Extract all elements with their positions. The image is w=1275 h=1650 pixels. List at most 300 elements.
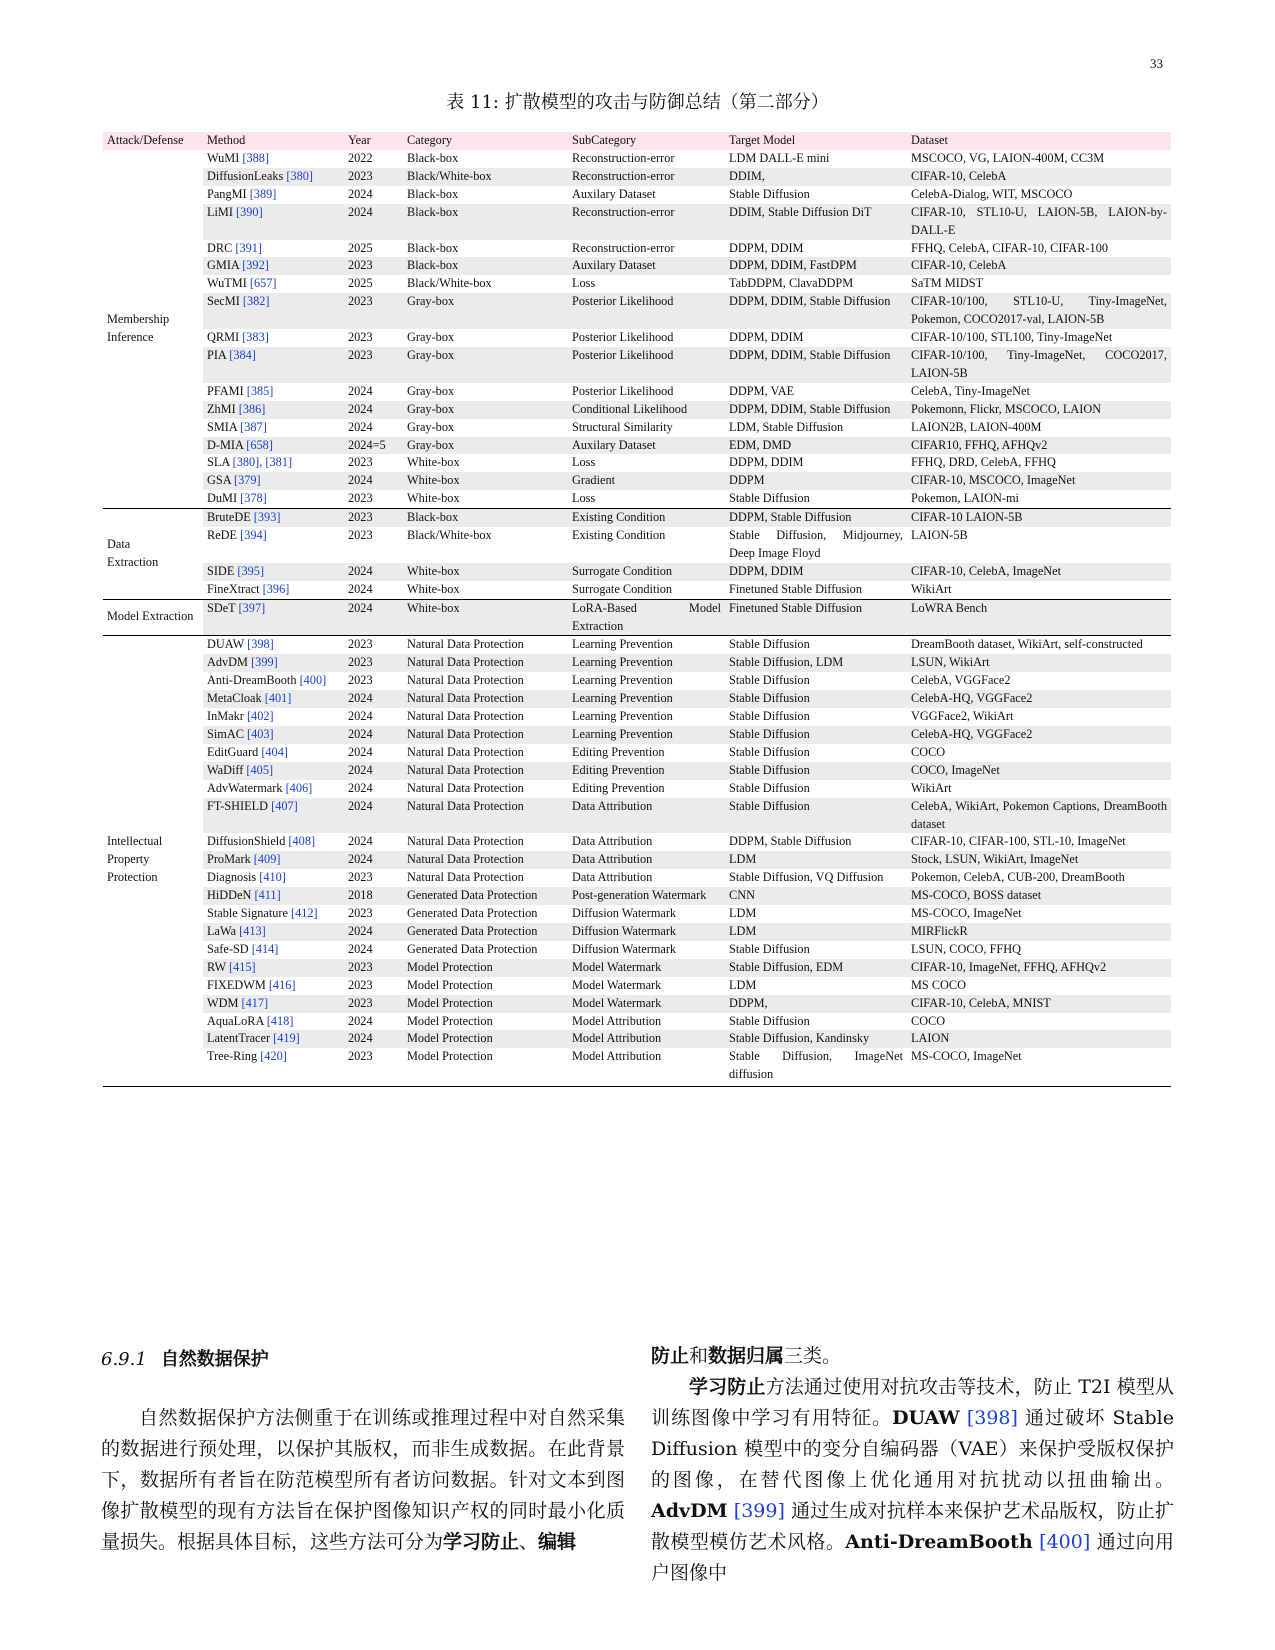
subcategory-cell: Existing Condition: [568, 509, 725, 527]
subcategory-cell: Reconstruction-error: [568, 168, 725, 186]
year-cell: 2024: [348, 744, 373, 759]
citation-ref: [414]: [251, 941, 279, 956]
text-run: 和: [689, 1345, 709, 1367]
citation-ref: [386]: [238, 401, 266, 416]
category-cell: Black-box: [403, 509, 568, 527]
category-cell: White-box: [403, 472, 568, 490]
year-cell: 2023: [348, 906, 373, 921]
category-cell: Natural Data Protection: [403, 798, 568, 834]
table-row: [103, 977, 1171, 995]
category-cell: Natural Data Protection: [407, 744, 524, 759]
dataset-cell: COCO: [911, 1013, 946, 1028]
category-cell: Gray-box: [407, 419, 455, 434]
dataset-cell: MIRFlickR: [907, 923, 1171, 941]
category-cell: Gray-box: [403, 347, 568, 383]
target-model-cell: DDPM, DDIM: [729, 330, 804, 345]
category-cell: Generated Data Protection: [407, 906, 538, 921]
category-cell: Black-box: [407, 186, 459, 201]
target-model-cell: Stable Diffusion: [729, 491, 810, 506]
dataset-cell: CIFAR-10, CIFAR-100, STL-10, ImageNet: [911, 834, 1126, 849]
year-cell: 2023: [348, 528, 373, 543]
dataset-cell: SaTM MIDST: [911, 276, 984, 291]
target-model-cell: Finetuned Stable Diffusion: [725, 599, 907, 636]
target-model-cell: DDPM, DDIM, Stable Diffusion: [725, 347, 907, 383]
citation-ref: [380], [381]: [232, 455, 293, 470]
text-run: 通过向用户图像中: [651, 1531, 1174, 1584]
table-row: [103, 726, 1171, 744]
year-cell: 2024: [344, 472, 403, 490]
method-cell: [203, 454, 344, 472]
year-cell: 2024: [344, 599, 403, 636]
method-cell: [203, 798, 344, 834]
subcategory-cell: Auxilary Dataset: [572, 186, 656, 201]
subcategory-cell: Model Watermark: [568, 995, 725, 1013]
year-cell: 2024: [344, 726, 403, 744]
year-cell: 2023: [348, 977, 373, 992]
category-cell: Black/White-box: [403, 168, 568, 186]
method-cell: [203, 744, 344, 762]
citation-ref: [395]: [237, 563, 265, 578]
dataset-cell: CIFAR-10, CelebA, MNIST: [907, 995, 1171, 1013]
bold-term: 防止: [651, 1345, 690, 1367]
table-row: [103, 887, 1171, 905]
citation-ref: [399]: [733, 1500, 785, 1522]
target-model-cell: LDM: [729, 906, 757, 921]
citation-ref: [410]: [259, 870, 286, 885]
table-row: [103, 869, 1171, 887]
group-label: Membership Inference: [103, 150, 203, 509]
table-row: [103, 204, 1171, 240]
method-name: LiMI: [207, 204, 237, 219]
text-run: 通过破坏 Stable Diffusion 模型中的变分自编码器（VAE）来保护受版权保护的图像，在替代图像上优化通用对抗扰动以扭曲输出。: [651, 1407, 1174, 1491]
subcategory-cell: Data Attribution: [568, 851, 725, 869]
target-model-cell: DDPM, DDIM, Stable Diffusion: [725, 293, 907, 329]
citation-ref: [400]: [1039, 1531, 1091, 1553]
year-cell: 2024: [348, 941, 373, 956]
method-cell: [203, 780, 344, 798]
category-cell: Gray-box: [407, 330, 455, 345]
method-name: HiDDeN: [207, 888, 255, 903]
method-name: PIA: [207, 347, 230, 362]
year-cell: 2025: [348, 240, 373, 255]
target-model-cell: DDPM, DDIM: [729, 455, 804, 470]
header-dataset: Dataset: [907, 132, 1171, 150]
subcategory-cell: LoRA-Based Model Extraction: [568, 599, 725, 636]
table-row: [103, 563, 1171, 581]
subcategory-cell: Posterior Likelihood: [568, 293, 725, 329]
dataset-cell: LAION: [907, 1030, 1171, 1048]
dataset-cell: WikiArt: [911, 581, 952, 596]
method-cell: [203, 599, 344, 636]
year-cell: 2025: [348, 276, 373, 291]
subcategory-cell: Learning Prevention: [572, 673, 673, 688]
method-name: InMakr: [207, 709, 247, 724]
subcategory-cell: Loss: [572, 491, 596, 506]
subcategory-cell: Learning Prevention: [572, 709, 673, 724]
method-cell: [203, 887, 344, 905]
subcategory-cell: Diffusion Watermark: [572, 906, 677, 921]
method-cell: [203, 833, 344, 851]
subcategory-cell: Reconstruction-error: [572, 240, 675, 255]
target-model-cell: LDM: [729, 977, 757, 992]
year-cell: 2023: [344, 509, 403, 527]
method-cell: [203, 762, 344, 780]
target-model-cell: Stable Diffusion: [729, 709, 810, 724]
year-cell: 2023: [348, 1049, 373, 1064]
target-model-cell: DDPM, DDIM, Stable Diffusion: [725, 401, 907, 419]
dataset-cell: LSUN, COCO, FFHQ: [911, 941, 1022, 956]
target-model-cell: DDPM, Stable Diffusion: [729, 834, 852, 849]
subcategory-cell: Loss: [572, 276, 596, 291]
method-cell: [203, 401, 344, 419]
citation-ref: [418]: [266, 1013, 294, 1028]
table-row: [103, 941, 1171, 959]
header-method: Method: [203, 132, 344, 150]
table-row: [103, 490, 1171, 508]
subcategory-cell: Structural Similarity: [572, 419, 673, 434]
subcategory-cell: Diffusion Watermark: [572, 941, 677, 956]
year-cell: 2023: [344, 959, 403, 977]
citation-ref: [400]: [299, 673, 327, 688]
table-row: [103, 690, 1171, 708]
citation-ref: [383]: [242, 330, 269, 345]
category-cell: White-box: [407, 581, 460, 596]
category-cell: Gray-box: [403, 293, 568, 329]
subcategory-cell: Post-generation Watermark: [568, 887, 725, 905]
dataset-cell: FFHQ, CelebA, CIFAR-10, CIFAR-100: [911, 240, 1108, 255]
category-cell: Model Protection: [403, 1030, 568, 1048]
dataset-cell: CelebA, Tiny-ImageNet: [911, 383, 1030, 398]
dataset-cell: CIFAR-10/100, STL10-U, Tiny-ImageNet, Pokemon, COCO2017-val, LAION-5B: [907, 293, 1171, 329]
method-name: EditGuard: [207, 744, 262, 759]
target-model-cell: Stable Diffusion, LDM: [725, 654, 907, 672]
table-row: [103, 599, 1171, 636]
table-row: [103, 654, 1171, 672]
category-cell: Model Protection: [403, 959, 568, 977]
text-run: 通过生成对抗样本来保护艺术品版权，防止扩散模型模仿艺术风格。: [651, 1500, 1174, 1553]
subcategory-cell: Editing Prevention: [572, 780, 665, 795]
method-name: ReDE: [207, 528, 241, 543]
dataset-cell: COCO, ImageNet: [907, 762, 1171, 780]
dataset-cell: CelebA-Dialog, WIT, MSCOCO: [911, 186, 1073, 201]
method-name: GMIA: [207, 258, 243, 273]
citation-ref: [388]: [242, 151, 270, 165]
year-cell: 2023: [344, 654, 403, 672]
method-cell: [203, 275, 344, 293]
target-model-cell: Stable Diffusion, EDM: [725, 959, 907, 977]
table-row: [103, 437, 1171, 455]
table-row: [103, 798, 1171, 834]
table-row: [103, 708, 1171, 726]
method-name: FT-SHIELD: [207, 798, 272, 813]
group-label: Model Extraction: [103, 599, 203, 636]
method-name: Stable Signature: [207, 906, 292, 921]
dataset-cell: CIFAR-10, CelebA: [907, 257, 1171, 275]
subcategory-cell: Model Attribution: [568, 1030, 725, 1048]
table-header-row: [103, 132, 1171, 150]
category-cell: Gray-box: [407, 383, 455, 398]
dataset-cell: DreamBooth dataset, WikiArt, self-constructed: [907, 636, 1171, 654]
target-model-cell: Stable Diffusion: [725, 636, 907, 654]
method-cell: [203, 923, 344, 941]
method-cell: [203, 240, 344, 258]
citation-ref: [419]: [273, 1031, 300, 1046]
method-cell: [203, 563, 344, 581]
table-row: [103, 851, 1171, 869]
dataset-cell: MS-COCO, ImageNet: [911, 906, 1022, 921]
category-cell: Black/White-box: [407, 276, 492, 291]
target-model-cell: Stable Diffusion, VQ Diffusion: [729, 870, 884, 885]
bold-term: 学习防止: [689, 1376, 766, 1398]
dataset-cell: CIFAR-10, STL10-U, LAION-5B, LAION-by-DALL-E: [907, 204, 1171, 240]
dataset-cell: Stock, LSUN, WikiArt, ImageNet: [907, 851, 1171, 869]
citation-ref: [384]: [229, 347, 256, 362]
year-cell: 2024: [348, 834, 373, 849]
dataset-cell: COCO: [911, 744, 946, 759]
header-year: Year: [344, 132, 403, 150]
method-name: PangMI: [207, 186, 250, 201]
target-model-cell: LDM: [725, 923, 907, 941]
subcategory-cell: Auxilary Dataset: [568, 437, 725, 455]
target-model-cell: TabDDPM, ClavaDDPM: [729, 276, 854, 291]
table-row: [103, 186, 1171, 204]
method-cell: [203, 329, 344, 347]
method-name: Tree-Ring: [207, 1049, 261, 1064]
bold-term: AdvDM: [651, 1500, 728, 1522]
citation-ref: [412]: [291, 906, 318, 921]
bold-term: 数据归属: [708, 1345, 785, 1367]
dataset-cell: CIFAR-10/100, STL100, Tiny-ImageNet: [911, 330, 1113, 345]
year-cell: 2023: [348, 455, 373, 470]
target-model-cell: DDIM, Stable Diffusion DiT: [725, 204, 907, 240]
target-model-cell: Stable Diffusion: [725, 726, 907, 744]
subcategory-cell: Conditional Likelihood: [568, 401, 725, 419]
citation-ref: [657]: [249, 276, 277, 291]
citation-ref: [382]: [242, 294, 270, 309]
dataset-cell: FFHQ, DRD, CelebA, FFHQ: [911, 455, 1056, 470]
citation-ref: [390]: [236, 204, 263, 219]
dataset-cell: CIFAR10, FFHQ, AFHQv2: [907, 437, 1171, 455]
method-name: Diagnosis: [207, 870, 260, 885]
target-model-cell: Stable Diffusion, Kandinsky: [725, 1030, 907, 1048]
subcategory-cell: Learning Prevention: [568, 690, 725, 708]
table-row: [103, 509, 1171, 527]
section-heading: [101, 1345, 269, 1371]
table-row: [103, 329, 1171, 347]
method-name: FineXtract: [207, 581, 263, 596]
dataset-cell: LAION-5B: [911, 528, 968, 543]
table-row: [103, 401, 1171, 419]
year-cell: 2018: [344, 887, 403, 905]
method-name: D-MIA: [207, 437, 247, 452]
subcategory-cell: Surrogate Condition: [568, 563, 725, 581]
method-name: AdvWatermark: [207, 780, 286, 795]
citation-ref: [402]: [246, 709, 274, 724]
year-cell: 2024: [344, 690, 403, 708]
year-cell: 2023: [344, 636, 403, 654]
dataset-cell: CelebA-HQ, VGGFace2: [907, 690, 1171, 708]
text-run: [960, 1407, 967, 1429]
method-cell: [203, 581, 344, 599]
target-model-cell: CNN: [725, 887, 907, 905]
category-cell: White-box: [403, 563, 568, 581]
year-cell: 2024: [348, 383, 373, 398]
category-cell: Model Protection: [407, 1013, 493, 1028]
category-cell: Model Protection: [403, 995, 568, 1013]
table-row: [103, 995, 1171, 1013]
target-model-cell: Stable Diffusion, Midjourney, Deep Image Floyd: [729, 528, 903, 560]
category-cell: Natural Data Protection: [407, 780, 524, 795]
target-model-cell: LDM, Stable Diffusion: [729, 419, 844, 434]
method-cell: [203, 472, 344, 490]
citation-ref: [406]: [285, 780, 313, 795]
method-name: MetaCloak: [207, 691, 265, 706]
citation-ref: [405]: [246, 762, 274, 777]
method-cell: [203, 347, 344, 383]
category-cell: Gray-box: [403, 437, 568, 455]
dataset-cell: MS-COCO, BOSS dataset: [907, 887, 1171, 905]
table-row: [103, 762, 1171, 780]
method-name: GSA: [207, 473, 234, 488]
citation-ref: [408]: [288, 834, 316, 849]
target-model-cell: DDIM,: [725, 168, 907, 186]
method-cell: [203, 509, 344, 527]
method-cell: [203, 490, 344, 508]
citation-ref: [420]: [260, 1049, 287, 1064]
method-name: WuTMI: [207, 276, 250, 291]
method-cell: [203, 293, 344, 329]
method-cell: [203, 851, 344, 869]
category-cell: Generated Data Protection: [403, 923, 568, 941]
year-cell: 2024: [348, 419, 373, 434]
right-column-text: [651, 1341, 1174, 1589]
method-cell: [203, 168, 344, 186]
table-row: [103, 168, 1171, 186]
year-cell: 2023: [348, 870, 373, 885]
year-cell: 2024: [348, 581, 373, 596]
subcategory-cell: Data Attribution: [568, 798, 725, 834]
method-name: DRC: [207, 240, 236, 255]
method-cell: [203, 1048, 344, 1084]
summary-table-wrapper: [103, 132, 1171, 1087]
section-number: 6.9.1: [101, 1349, 147, 1370]
method-name: LatentTracer: [207, 1031, 274, 1046]
dataset-cell: MSCOCO, VG, LAION-400M, CC3M: [911, 151, 1105, 165]
citation-ref: [407]: [271, 798, 298, 813]
target-model-cell: Stable Diffusion, ImageNet diffusion: [729, 1049, 903, 1082]
target-model-cell: Stable Diffusion: [729, 780, 810, 795]
citation-ref: [389]: [249, 186, 277, 201]
method-cell: [203, 527, 344, 563]
year-cell: 2022: [348, 151, 373, 165]
target-model-cell: Stable Diffusion: [729, 1013, 810, 1028]
citation-ref: [415]: [228, 959, 256, 974]
method-cell: [203, 1013, 344, 1031]
header-target-model: Target Model: [725, 132, 907, 150]
method-cell: [203, 204, 344, 240]
dataset-cell: LSUN, WikiArt: [907, 654, 1171, 672]
method-cell: [203, 654, 344, 672]
table-row: [103, 1048, 1171, 1084]
subcategory-cell: Reconstruction-error: [568, 204, 725, 240]
method-name: DUAW: [207, 637, 248, 652]
dataset-cell: MS COCO: [911, 977, 967, 992]
category-cell: Black/White-box: [407, 528, 492, 543]
subcategory-cell: Reconstruction-error: [572, 151, 675, 165]
table-row: [103, 833, 1171, 851]
subcategory-cell: Loss: [572, 455, 596, 470]
year-cell: 2024: [344, 401, 403, 419]
bold-term: DUAW: [892, 1407, 960, 1429]
citation-ref: [401]: [264, 691, 292, 706]
method-name: Safe-SD: [207, 941, 252, 956]
subcategory-cell: Posterior Likelihood: [568, 347, 725, 383]
method-cell: [203, 995, 344, 1013]
year-cell: 2024: [344, 1030, 403, 1048]
year-cell: 2024: [344, 204, 403, 240]
category-cell: Black-box: [403, 204, 568, 240]
text-run: 自然数据保护方法侧重于在训练或推理过程中对自然采集的数据进行预处理，以保护其版权，而非生成数据。在此背景下，数据所有者旨在防范模型所有者访问数据。针对文本到图像扩散模型的现有方法旨在保护图像知识产权的同时最小化质量损失。根据具体目标，这些方法可分为: [101, 1407, 625, 1553]
target-model-cell: EDM, DMD: [725, 437, 907, 455]
method-cell: [203, 672, 344, 690]
table-row: [103, 959, 1171, 977]
method-name: PFAMI: [207, 383, 247, 398]
category-cell: Model Protection: [407, 1049, 493, 1064]
dataset-cell: CIFAR-10, MSCOCO, ImageNet: [907, 472, 1171, 490]
method-cell: [203, 905, 344, 923]
year-cell: 2023: [344, 257, 403, 275]
target-model-cell: Stable Diffusion: [729, 941, 810, 956]
target-model-cell: LDM DALL-E mini: [729, 151, 830, 165]
method-cell: [203, 941, 344, 959]
bold-term: 编辑: [538, 1531, 577, 1553]
category-cell: Black-box: [407, 151, 459, 165]
year-cell: 2023: [344, 168, 403, 186]
subcategory-cell: Model Watermark: [568, 959, 725, 977]
target-model-cell: Stable Diffusion: [725, 762, 907, 780]
subcategory-cell: Editing Prevention: [572, 744, 665, 759]
table-row: [103, 672, 1171, 690]
method-cell: [203, 869, 344, 887]
dataset-cell: VGGFace2, WikiArt: [911, 709, 1014, 724]
citation-ref: [387]: [240, 419, 267, 434]
target-model-cell: DDPM,: [725, 995, 907, 1013]
year-cell: 2024: [348, 1013, 373, 1028]
group-label: Data Extraction: [103, 509, 203, 600]
method-name: SIDE: [207, 563, 238, 578]
category-cell: Gray-box: [403, 401, 568, 419]
method-cell: [203, 186, 344, 204]
method-cell: [203, 959, 344, 977]
method-name: RW: [207, 959, 229, 974]
method-name: AquaLoRA: [207, 1013, 267, 1028]
header-attack-defense: Attack/Defense: [103, 132, 203, 150]
method-name: SimAC: [207, 727, 247, 741]
subcategory-cell: Auxilary Dataset: [568, 257, 725, 275]
year-cell: 2023: [348, 330, 373, 345]
citation-ref: [397]: [238, 600, 266, 615]
subcategory-cell: Posterior Likelihood: [572, 330, 674, 345]
table-row: [103, 780, 1171, 798]
table-row: [103, 383, 1171, 401]
citation-ref: [416]: [268, 977, 296, 992]
dataset-cell: CelebA-HQ, VGGFace2: [907, 726, 1171, 744]
method-cell: [203, 257, 344, 275]
table-row: [103, 293, 1171, 329]
target-model-cell: Stable Diffusion: [725, 690, 907, 708]
method-name: WuMI: [207, 151, 243, 165]
left-paragraph: [101, 1403, 625, 1558]
